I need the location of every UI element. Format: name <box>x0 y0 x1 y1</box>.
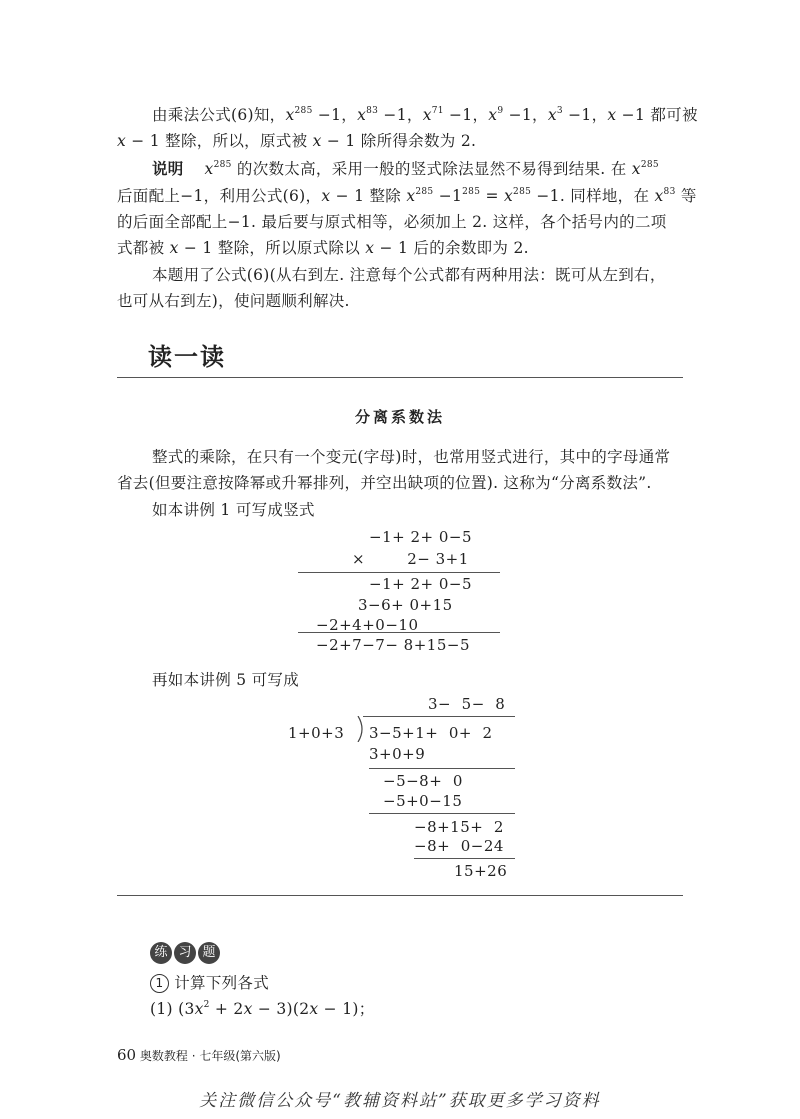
page-footer <box>117 1046 281 1064</box>
section-bottom-rule <box>117 895 683 896</box>
div-step4: −8+15+ 2 <box>414 818 504 836</box>
div-rule2 <box>369 813 515 814</box>
read-body-line2: 省去(但要注意按降幂或升幂排列，并空出缺项的位置). 这称为“分离系数法”. <box>117 474 652 492</box>
exercises-heading <box>150 941 222 964</box>
div-remainder: 15+26 <box>454 862 508 880</box>
div-dividend: 3−5+1+ 0+ 2 <box>369 724 493 742</box>
book-title: 奥数教程 · 七年级(第六版) <box>139 1049 281 1063</box>
watermark: 关注微信公众号“教辅资料站”获取更多学习资料 <box>199 1091 601 1111</box>
question-number: 1 <box>150 974 169 993</box>
note-line4: 式都被 x − 1 整除，所以原式除以 x − 1 后的余数即为 2. <box>117 239 529 257</box>
mult-row5: −2+4+0−10 <box>316 616 419 634</box>
mult-row4: 3−6+ 0+15 <box>358 596 453 614</box>
exercise-badge-3: 题 <box>198 942 220 964</box>
section-top-rule <box>117 377 683 378</box>
div-rule1 <box>369 768 515 769</box>
mult-row1: −1+ 2+ 0−5 <box>369 528 472 546</box>
division-bracket <box>356 716 368 742</box>
div-quotient: 3− 5− 8 <box>428 695 506 713</box>
question-1: 1 计算下列各式 <box>150 970 269 996</box>
div-divisor: 1+0+3 <box>288 724 345 742</box>
mult-row3: −1+ 2+ 0−5 <box>369 575 472 593</box>
page-number: 60 <box>117 1046 137 1064</box>
mult-rule1 <box>298 572 500 573</box>
div-rule3 <box>414 858 515 859</box>
para1-line1: 由乘法公式(6)知，$x^{285} -1$，$x^{83} -1$，$x^{71} -1$，$x^9 -1$，$x^3 -1$，x −1 都可被 <box>152 106 698 124</box>
div-step5: −8+ 0−24 <box>414 837 504 855</box>
section-title: 分离系数法 <box>354 408 445 426</box>
para3-line2: 也可从右到左)，使问题顺利解决. <box>117 292 350 310</box>
read-intro1: 如本讲例 1 可写成竖式 <box>152 501 315 519</box>
mult-rule2 <box>298 632 500 633</box>
exercise-badge-2: 习 <box>174 942 196 964</box>
mult-row2: × 2− 3+1 <box>352 550 469 568</box>
mult-row6: −2+7−7− 8+15−5 <box>316 636 470 654</box>
read-intro2: 再如本讲例 5 可写成 <box>152 671 300 689</box>
read-body-line1: 整式的乘除，在只有一个变元(字母)时，也常用竖式进行，其中的字母通常 <box>152 448 671 466</box>
note-label: 说明 <box>152 159 184 178</box>
note-line2: 后面配上−1，利用公式(6)，x − 1 整除 $x^{285} -1^{285} = x^{285} -1$. 同样地，在 $x^{83}$ 等 <box>117 187 697 205</box>
note-line3: 的后面全部配上−1. 最后要与原式相等，必须加上 2. 这样，各个括号内的二项 <box>117 213 667 231</box>
read-heading: 读一读 <box>148 342 226 371</box>
question-1-item-1: (1) $(3x^2 + 2x - 3)(2x - 1)$； <box>150 1000 375 1018</box>
para1-line2: x − 1 整除，所以，原式被 x − 1 除所得余数为 2. <box>117 132 477 150</box>
div-step3: −5+0−15 <box>383 792 463 810</box>
div-quotient-rule <box>363 716 515 717</box>
para3-line1: 本题用了公式(6)(从右到左. 注意每个公式都有两种用法：既可从左到右， <box>152 266 666 284</box>
exercise-badge-1: 练 <box>150 942 172 964</box>
note-line1: 说明 $x^{285}$ 的次数太高，采用一般的竖式除法显然不易得到结果. 在 $x^{285}$ <box>152 159 659 178</box>
div-step1: 3+0+9 <box>369 745 426 763</box>
div-step2: −5−8+ 0 <box>383 772 463 790</box>
